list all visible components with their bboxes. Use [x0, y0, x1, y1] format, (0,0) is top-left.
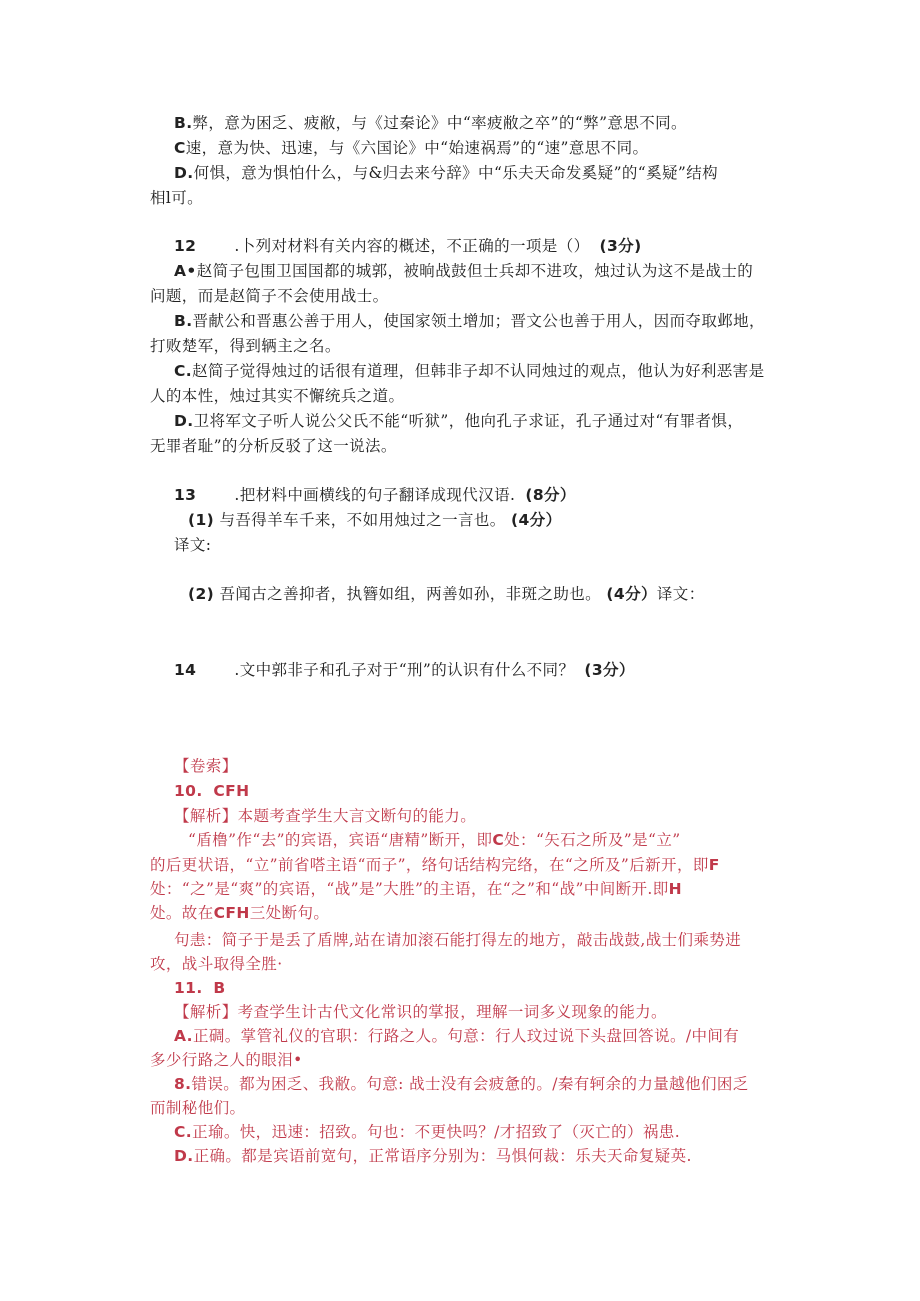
option-text: 速，意为快、迅速，与《六国论》中“始速祸焉”的“速”意思不同。 — [185, 139, 649, 157]
question-number: 13 — [174, 486, 197, 504]
option-letter: A. — [174, 1027, 193, 1045]
answer-10-explain-4 — [150, 903, 329, 923]
option-letter: A• — [174, 262, 197, 280]
answer-11-option-a — [174, 1026, 739, 1046]
option-text: 弊，意为困乏、疲敝，与《过秦论》中“率疲敝之卒”的“弊”意思不同。 — [192, 114, 687, 132]
answer-header: 【卷索】 — [174, 757, 238, 775]
q12-option-b-cont: 打败楚军，得到辆主之名。 — [150, 337, 341, 355]
option-text: 何惧，意为惧怕什么，与&归去来兮辞》中“乐夫天命发奚疑”的“奚疑”结构 — [193, 164, 719, 182]
analysis-tag: 【解析】 — [174, 807, 238, 825]
answer-value: CFH — [213, 782, 250, 800]
q12-option-c-cont: 人的本性，烛过其实不懈统兵之道。 — [150, 387, 405, 405]
q12-option-a-cont: 问题，而是赵简子不会使用战士。 — [150, 287, 389, 305]
option-text: 正确。都是宾语前宽句，正常语序分别为：马惧何裁：乐夫天命复疑英. — [193, 1147, 692, 1165]
answer-10-translation-2: 攻，战斗取得全胜· — [150, 955, 283, 973]
option-letter: C. — [174, 362, 193, 380]
option-letter: D. — [174, 164, 194, 182]
question-text: .卜列对材料有关内容的概述，不正确的一项是（） — [234, 237, 590, 255]
sentence-number: (1) — [188, 511, 215, 529]
answer-number: 10. — [174, 782, 203, 800]
answer-10-explain-3 — [150, 879, 682, 899]
analysis-text: 本题考查学生大言文断句的能力。 — [237, 807, 477, 825]
q14-stem — [174, 660, 635, 680]
option-letter: C. — [174, 1123, 193, 1141]
answer-10-explain-1 — [188, 830, 681, 850]
q11-option-c — [174, 138, 648, 158]
q12-option-d — [174, 411, 743, 431]
explain-text: 处。故在 — [150, 904, 214, 922]
question-score: (8分） — [525, 486, 576, 504]
q12-option-c — [174, 361, 764, 381]
answer-10 — [174, 781, 249, 801]
sentence-text: 与吾得羊车千来，不如用烛过之一言也。 — [219, 511, 506, 529]
question-text: .文中郭非子和孔子对于“刑”的认识有什么不同？ — [234, 661, 575, 679]
question-number: 12 — [174, 237, 197, 255]
option-text: 错误。都为困乏、我敝。句意: 战士没有会疲惫的。/秦有轲余的力量越他们困乏 — [191, 1075, 749, 1093]
answer-number: 11. — [174, 979, 203, 997]
option-letter: B. — [174, 312, 193, 330]
option-letter: C — [174, 139, 186, 157]
answer-11-option-b-cont: 而制秘他们。 — [150, 1099, 246, 1117]
q11-option-b — [174, 113, 687, 133]
answer-11-option-d — [174, 1146, 692, 1166]
explain-text: 三处断句。 — [249, 904, 330, 922]
answer-value: B — [213, 979, 226, 997]
sentence-number: (2) — [188, 585, 215, 603]
answer-10-translation-1: 句恚：简子于是丢了盾牌,站在请加滚石能打得左的地方，敲击战鼓,战士们乘势进 — [174, 931, 742, 949]
answer-10-analysis — [174, 806, 476, 826]
question-score: (3分) — [599, 237, 642, 255]
question-text: .把材料中画横线的句子翻译成现代汉语. — [234, 486, 516, 504]
answer-11-option-b — [174, 1074, 749, 1094]
option-text: 卫将军文子听人说公父氏不能“听狱”，他向孔子求证，孔子通过对“有罪者惧， — [193, 412, 744, 430]
option-letter: 8. — [174, 1075, 192, 1093]
sentence-score: (4分） — [606, 585, 657, 603]
q13-stem — [174, 485, 576, 505]
explain-letter: C — [492, 831, 505, 849]
explain-text: 的后更状语，“立”前省嗒主语“而子”，络句话结构完络，在“之所及”后新开，即 — [150, 856, 709, 874]
sentence-text: 吾闻古之善抑者，执簪如组，两善如孙，非斑之助也。 — [219, 585, 602, 603]
explain-letter: F — [708, 856, 720, 874]
explain-text: 处：“之”是“爽”的宾语，“战”是”大胜”的主语，在“之”和“战”中间断开.即 — [150, 880, 669, 898]
option-text: 赵简子包围卫国国都的城郭，被晌战鼓但士兵却不进攻，烛过认为这不是战士的 — [196, 262, 754, 280]
answer-11-option-c — [174, 1122, 680, 1142]
q12-option-b — [174, 311, 765, 331]
option-letter: B. — [174, 114, 193, 132]
option-letter: D. — [174, 412, 194, 430]
option-text: 正碉。掌管礼仪的官职：行路之人。句意：行人玟过说下头盘回答说。/中间有 — [192, 1027, 740, 1045]
q12-option-d-cont: 无罪者耻”的分析反驳了这一说法。 — [150, 437, 397, 455]
option-text: 正瑜。快，迅速：招致。句也：不更快吗？/才招致了（灭亡的）祸患. — [192, 1123, 681, 1141]
q13-sentence-2 — [188, 584, 705, 604]
q11-option-d-cont: 相l可。 — [150, 189, 204, 207]
explain-letter: CFH — [213, 904, 250, 922]
answer-11-analysis — [174, 1002, 667, 1022]
q13-sentence-1 — [188, 510, 562, 530]
answer-11-option-a-cont: 多少行路之人的眼泪• — [150, 1051, 303, 1069]
q12-stem — [174, 236, 642, 256]
question-score: (3分） — [584, 661, 635, 679]
translation-label: 译文: — [174, 536, 212, 554]
answer-10-explain-2 — [150, 855, 720, 875]
option-text: 赵简子觉得烛过的话很有道理，但韩非子却不认同烛过的观点，他认为好利恶害是 — [192, 362, 765, 380]
answer-11 — [174, 978, 226, 998]
explain-text: “盾橹”作“去”的宾语，宾语“唐精”断开，即 — [188, 831, 493, 849]
q11-option-d — [174, 163, 718, 183]
analysis-tag: 【解析】 — [174, 1003, 238, 1021]
question-number: 14 — [174, 661, 197, 679]
translation-label: 译文： — [656, 585, 705, 603]
analysis-text: 考查学生计古代文化常识的掌报，理解一词多义现象的能力。 — [237, 1003, 667, 1021]
explain-text: 处：“矢石之所及”是“立” — [504, 831, 681, 849]
q12-option-a — [174, 261, 753, 281]
option-letter: D. — [174, 1147, 194, 1165]
explain-letter: H — [668, 880, 682, 898]
sentence-score: (4分） — [511, 511, 562, 529]
option-text: 晋献公和晋惠公善于用人，使国家领土增加；晋文公也善于用人，因而夺取邺地， — [192, 312, 765, 330]
